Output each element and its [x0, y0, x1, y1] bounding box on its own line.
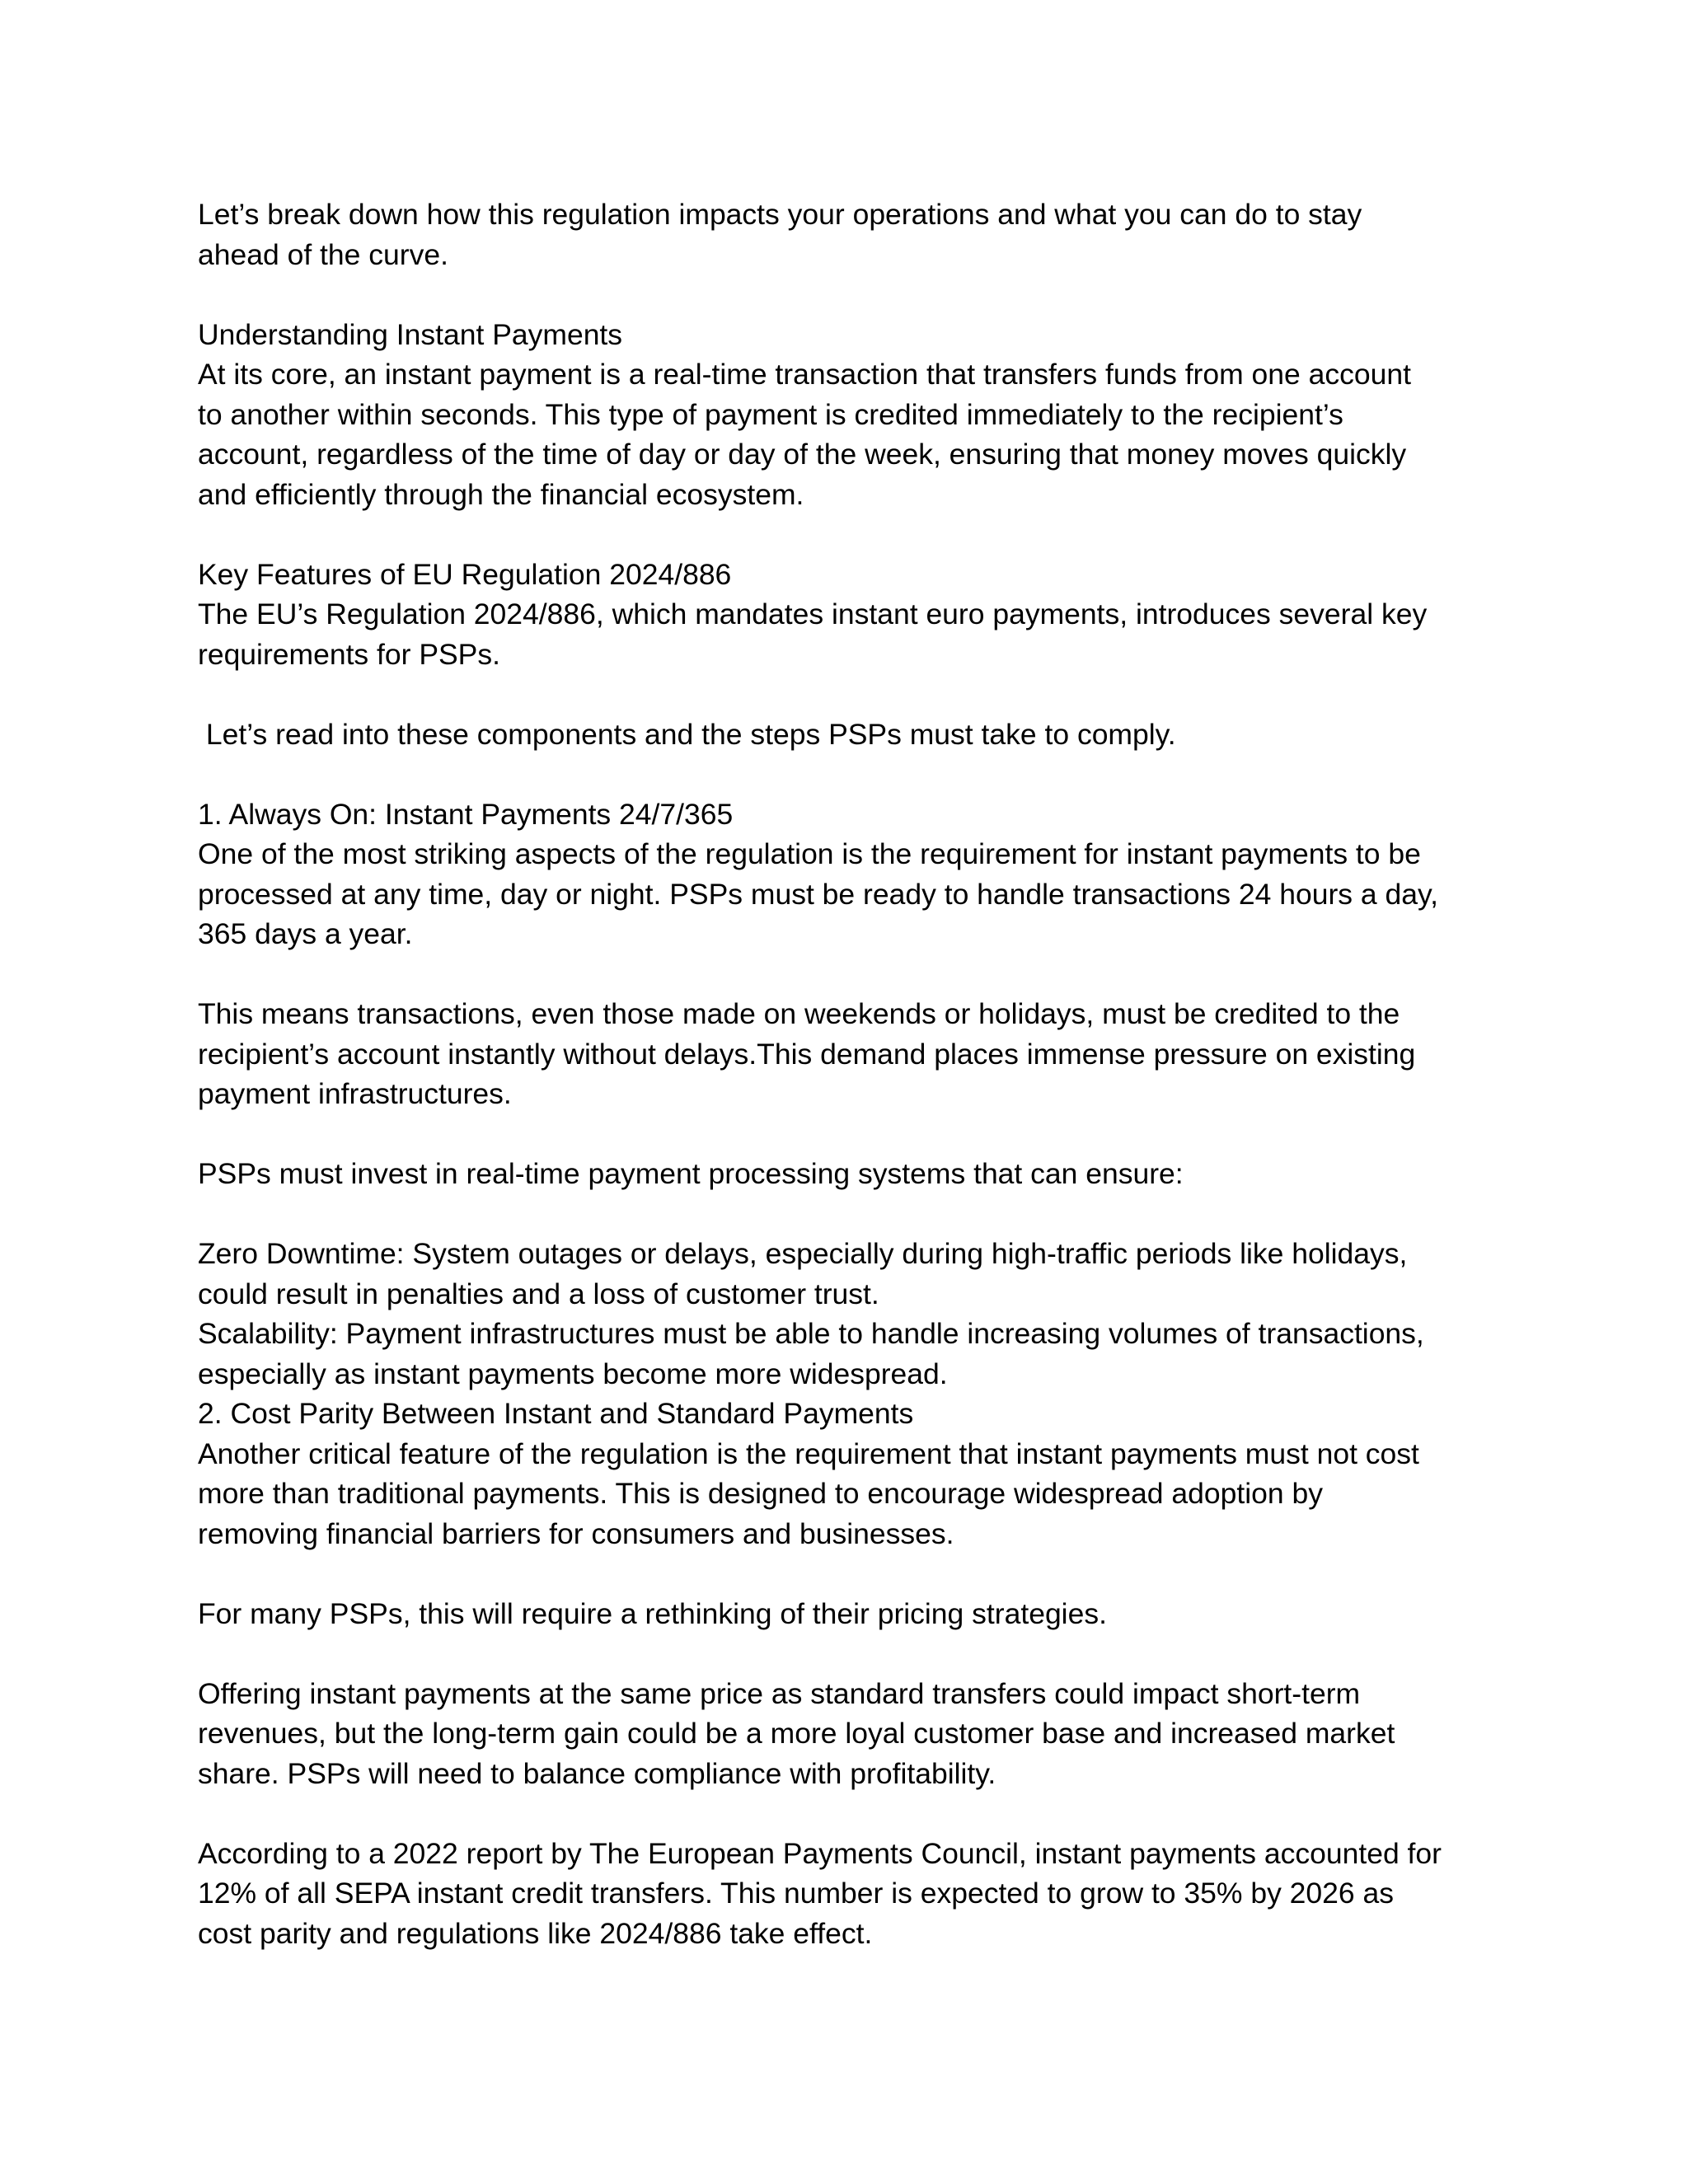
text-line: According to a 2022 report by The European Payments Council, instant payments accounted for [198, 1836, 1442, 1870]
text-line: revenues, but the long-term gain could be a more loyal customer base and increased market [198, 1717, 1395, 1750]
text-line: payment infrastructures. [198, 1077, 512, 1110]
blank-line [198, 274, 1533, 315]
text-line: requirements for PSPs. [198, 637, 500, 671]
text-line: could result in penalties and a loss of customer trust. [198, 1277, 879, 1310]
blank-line [198, 954, 1533, 995]
text-line: PSPs must invest in real-time payment processing systems that can ensure: [198, 1157, 1184, 1190]
text-line: cost parity and regulations like 2024/886 take effect. [198, 1916, 873, 1950]
section-heading: Key Features of EU Regulation 2024/886 [198, 557, 732, 591]
text-line: ahead of the curve. [198, 237, 448, 271]
text-line: At its core, an instant payment is a real-time transaction that transfers funds from one account [198, 358, 1411, 391]
blank-line [198, 514, 1533, 555]
text-line: Another critical feature of the regulation is the requirement that instant payments must not cost [198, 1436, 1419, 1470]
blank-line [198, 1114, 1533, 1155]
text-line: Zero Downtime: System outages or delays, especially during high-traffic periods like holidays, [198, 1237, 1408, 1270]
text-line: One of the most striking aspects of the regulation is the requirement for instant payments to be [198, 837, 1421, 870]
text-line: This means transactions, even those made on weekends or holidays, must be credited to the [198, 997, 1400, 1030]
text-line: more than traditional payments. This is designed to encourage widespread adoption by [198, 1477, 1323, 1510]
blank-line [198, 674, 1533, 715]
blank-line [198, 1554, 1533, 1594]
blank-line [198, 1793, 1533, 1834]
text-line: share. PSPs will need to balance compliance with profitability. [198, 1756, 996, 1790]
text-line: removing financial barriers for consumers and businesses. [198, 1516, 954, 1550]
section-heading: 1. Always On: Instant Payments 24/7/365 [198, 797, 734, 831]
blank-line [198, 754, 1533, 794]
text-line: especially as instant payments become more widespread. [198, 1357, 948, 1390]
text-line: to another within seconds. This type of payment is credited immediately to the recipient’s [198, 397, 1343, 431]
section-heading: 2. Cost Parity Between Instant and Standard Payments [198, 1397, 914, 1430]
text-line: 12% of all SEPA instant credit transfers. This number is expected to grow to 35% by 2026 as [198, 1877, 1395, 1910]
text-line: recipient’s account instantly without delays.This demand places immense pressure on existing [198, 1037, 1416, 1071]
text-line: and efficiently through the financial ecosystem. [198, 477, 804, 511]
blank-line [198, 1194, 1533, 1235]
section-heading: Understanding Instant Payments [198, 317, 623, 351]
blank-line [198, 1633, 1533, 1674]
text-line: Let’s read into these components and the steps PSPs must take to comply. [198, 717, 1176, 751]
text-line: The EU’s Regulation 2024/886, which mandates instant euro payments, introduces several key [198, 598, 1428, 630]
text-line: Let’s break down how this regulation impacts your operations and what you can do to stay [198, 198, 1362, 231]
text-line: 365 days a year. [198, 917, 413, 950]
text-line: For many PSPs, this will require a rethinking of their pricing strategies. [198, 1596, 1107, 1630]
text-line: Offering instant payments at the same price as standard transfers could impact short-term [198, 1676, 1361, 1710]
text-line: account, regardless of the time of day or day of the week, ensuring that money moves quickly [198, 438, 1407, 471]
text-line: processed at any time, day or night. PSPs must be ready to handle transactions 24 hours a day, [198, 877, 1438, 911]
text-line: Scalability: Payment infrastructures must be able to handle increasing volumes of transactions, [198, 1317, 1424, 1350]
document-body [198, 194, 1533, 1953]
